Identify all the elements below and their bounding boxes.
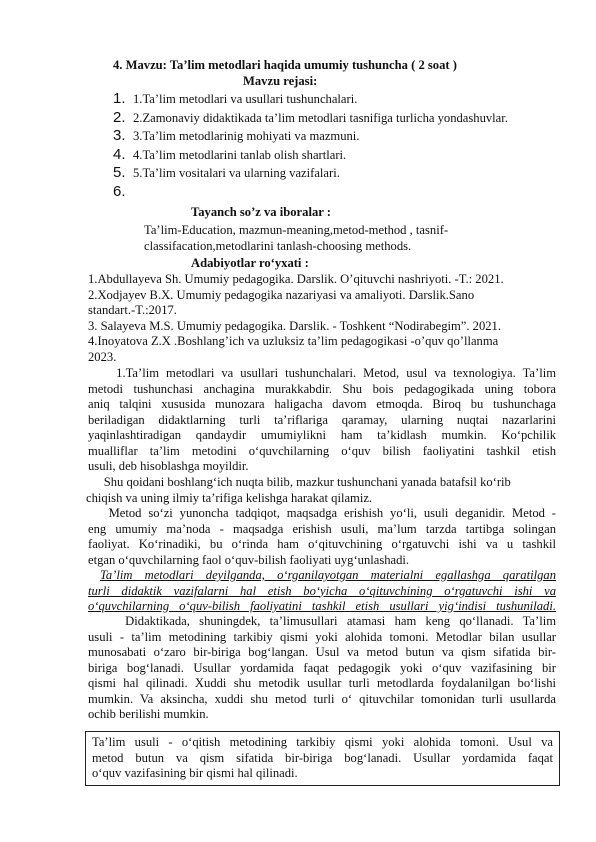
list-number: 3. [113, 127, 126, 145]
references-list [88, 272, 504, 365]
text-line: yaqinlashtiradigan qandaydir umumiylikni ham ta’kidlash mumkin. Ko‘pchilik [88, 428, 556, 442]
reference-item: 4.Inoyatova Z.X .Boshlang’ich va uzluksiz ta’lim pedagogikasi -o’quv qo’llanma [88, 334, 499, 348]
paragraph-usullar [88, 614, 556, 723]
list-number: 4. [113, 145, 126, 163]
text-line: o‘quvchilarning o‘quv-bilish faoliyatini tashkil etish usullari yig‘indisi tushuniladi. [88, 599, 556, 613]
references-title: Adabiyotlar ro‘yxati : [191, 256, 309, 270]
text-line: metod butun va qism sifatida bir-biriga bog‘lanadi. Usullar yordamida faqat [92, 750, 553, 765]
text-line: biriga bog‘lanadi. Usullar yordamida faqat pedagogik yoki o‘quv vazifasining bir [88, 660, 556, 675]
text-line: turli didaktik vazifalarni hal etish bo‘yicha o‘qituvchining o‘rgatuvchi ishi va [88, 583, 556, 598]
text-line: munosabati o‘zaro bir-biriga bog‘langan. Usul va metod butun va qism sifatida bir- [88, 645, 556, 659]
text-line: metodi tushunchasi anchagina murakkabdir. Shu bois pedagogikada uning tobora [88, 381, 556, 396]
text-line: Metod so‘zi yunoncha tadqiqot, maqsadga erishish yo‘li, usuli deganidir. Metod - [88, 506, 556, 520]
paragraph-metod-definition [88, 506, 556, 568]
paragraph-approach [88, 475, 556, 506]
definition-box [85, 731, 560, 786]
text-line: Ta’lim usuli - o‘qitish metodining tarkibiy qismi yoki alohida tomoni. Usul va [92, 735, 553, 749]
text-line: qismi hal qilinadi. Xuddi shu metodik usullar turli metodlarda foydalanilgan bo‘lishi [88, 676, 556, 690]
text-line: mualliflar ta’lim metodini o‘quvchilarning o‘quv bilish faoliyatini tashkil etish [88, 443, 556, 458]
reference-item: 2023. [88, 349, 117, 364]
text-line: Ta’lim metodlari deyilganda, o‘rganilayotgan materialni egallashga qaratilgan [100, 568, 556, 582]
list-item [113, 146, 508, 165]
text-line: beriladigan didaktlarning turli ta’riflariga qaramay, ularning nuqtai nazarlarini [88, 412, 556, 427]
keywords-line: classifacation,metodlarini tanlash-choosing methods. [144, 238, 412, 253]
plan-title: Mavzu rejasi: [243, 74, 318, 88]
plan-list [113, 90, 508, 202]
reference-item: 2.Xodjayev B.X. Umumiy pedagogika nazariyasi va amaliyoti. Darslik.Sano [88, 287, 475, 302]
list-item [113, 90, 508, 109]
paragraph-emphasis [88, 568, 556, 615]
list-number: 1. [113, 90, 126, 107]
topic-title: 4. Mavzu: Ta’lim metodlari haqida umumiy tushuncha ( 2 soat ) [113, 58, 457, 72]
keywords-text [144, 223, 448, 254]
text-line: o‘quv vazifasining bir qismi hal qilinadi. [92, 766, 298, 780]
text-line: ochib berilishi mumkin. [88, 707, 209, 721]
text-line: mumkin. Va aksincha, xuddi shu metod turli o‘ qituvchilar tomonidan turli usullarda [88, 691, 556, 706]
keywords-line: Ta’lim-Education, mazmun-meaning,metod-method , tasnif- [144, 223, 449, 237]
text-line: chiqish va uning ilmiy ta’rifiga kelishga harakat qilamiz. [86, 490, 373, 505]
list-item [113, 164, 508, 183]
text-line: aniq talqini xususida munozara haligacha davom etmoqda. Biroq bu tushunchaga [88, 397, 556, 411]
paragraph-intro [88, 366, 556, 475]
reference-item: 1.Abdullayeva Sh. Umumiy pedagogika. Darslik. O’qituvchi nashriyoti. -T.: 2021. [88, 272, 504, 286]
text-line: eng umumiy ma’noda - maqsadga erishish usuli, ma’lum tarzda tartibga solingan [88, 521, 556, 536]
list-number: 6. [113, 182, 126, 200]
list-item [113, 183, 508, 202]
text-line: usuli - ta’lim metodining tarkibiy qismi yoki alohida tomoni. Metodlar bilan usullar [88, 629, 556, 644]
text-line: Didaktikada, shuningdek, ta’limusullari atamasi ham keng qo‘llanadi. Ta’lim [88, 614, 556, 628]
keywords-title: Tayanch so’z va iboralar : [191, 205, 331, 219]
list-item [113, 127, 508, 146]
list-item-text: 3.Ta’lim metodlarinig mohiyati va mazmuni. [133, 129, 360, 144]
reference-item: 3. Salayeva M.S. Umumiy pedagogika. Darslik. - Toshkent “Nodirabegim”. 2021. [88, 318, 502, 333]
list-number: 2. [113, 108, 126, 126]
list-number: 5. [113, 164, 126, 182]
list-item-text: 2.Zamonaviy didaktikada ta’lim metodlari tasnifiga turlicha yondashuvlar. [133, 110, 508, 125]
reference-item: standart.-T.:2017. [88, 303, 177, 317]
text-line: usuli, deb hisoblashga moyildir. [88, 459, 249, 473]
list-item-text: 5.Ta’lim vositalari va ularning vazifalari. [133, 166, 340, 181]
list-item-text: 1.Ta’lim metodlari va usullari tushunchalari. [133, 92, 358, 106]
text-line: 1.Ta’lim metodlari va usullari tushunchalari. Metod, usul va texnologiya. Ta’lim [88, 366, 556, 380]
text-line: Shu qoidani boshlang‘ich nuqta bilib, mazkur tushunchani yanada batafsil ko‘rib [88, 475, 511, 489]
list-item [113, 109, 508, 128]
text-line: faoliyat. Ko‘rinadiki, bu o‘rinda ham o‘qituvchining o‘rgatuvchi ishi va u tashkil [88, 537, 556, 551]
list-item-text: 4.Ta’lim metodlarini tanlab olish shartlari. [133, 147, 347, 162]
text-line: etgan o‘quvchilarning faol o‘quv-bilish faoliyati uyg‘unlashadi. [88, 552, 410, 567]
